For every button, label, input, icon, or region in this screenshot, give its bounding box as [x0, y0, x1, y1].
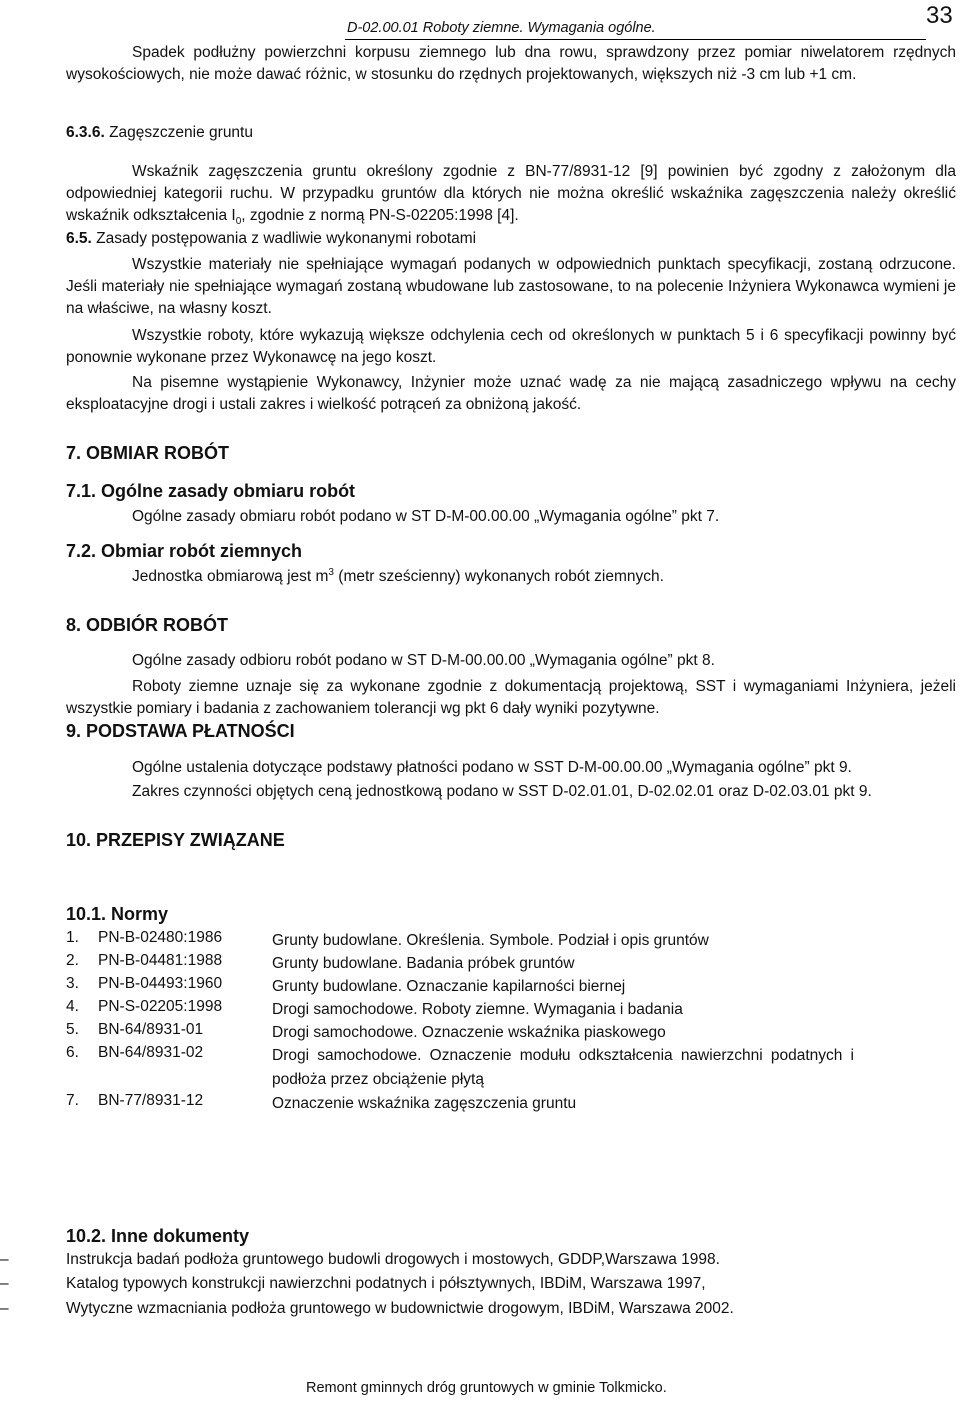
heading-71: 7.1. Ogólne zasady obmiaru robót [66, 481, 356, 501]
paragraph-8-1: Ogólne zasady odbioru robót podano w ST D-M-00.00.00 „Wymagania ogólne” pkt 8. [132, 652, 715, 669]
p72-text: Jednostka obmiarową jest m [132, 568, 329, 586]
heading-7: 7. OBMIAR ROBÓT [66, 443, 230, 463]
wskaznik-sentence-2-end: , zgodnie z normą PN-S-02205:1998 [4]. [241, 207, 519, 224]
norm-title: Drogi samochodowe. Roboty ziemne. Wymagania i badania [272, 1001, 683, 1018]
section-65-heading [66, 230, 476, 248]
norm-number: 5. [66, 1021, 79, 1038]
doc-title: Wytyczne wzmacniania podłoża gruntowego w budownictwie drogowym, IBDiM, Warszawa 2002. [66, 1300, 734, 1317]
running-header: D-02.00.01 Roboty ziemne. Wymagania ogólne. [347, 20, 656, 36]
heading-8: 8. ODBIÓR ROBÓT [66, 615, 229, 635]
norm-number: 3. [66, 975, 79, 992]
paragraph-65-1: Wszystkie materiały nie spełniające wymagań podanych w odpowiednich punktach specyfikacji, zostaną odrzucone. Jeśli materiały nie spełniające wymagań zostaną wbudowane lub zastosowane, to na polecenie Inżyniera Wykonawca wymieni je na właściwe, na własny koszt. [66, 256, 956, 317]
norm-code: PN-B-04493:1960 [98, 975, 223, 992]
paragraph-71: Ogólne zasady obmiaru robót podano w ST D-M-00.00.00 „Wymagania ogólne” pkt 7. [132, 508, 720, 525]
norm-number: 7. [66, 1092, 79, 1109]
section-65-title: Zasady postępowania z wadliwie wykonanymi robotami [96, 230, 477, 247]
norm-title: Drogi samochodowe. Oznaczenie wskaźnika piaskowego [272, 1024, 666, 1041]
norm-code: BN-64/8931-02 [98, 1044, 204, 1061]
wskaznik-subscript: 0 [235, 216, 242, 228]
norm-code: PN-B-04481:1988 [98, 952, 223, 969]
norm-number: 1. [66, 929, 79, 946]
paragraph-wskaznik [66, 161, 956, 233]
norm-number: 2. [66, 952, 79, 969]
section-65-number: 6.5. [66, 230, 92, 247]
paragraph-9-1: Ogólne ustalenia dotyczące podstawy płatności podano w SST D-M-00.00.00 „Wymagania ogólne” pkt 9. [132, 759, 852, 776]
page-footer: Remont gminnych dróg gruntowych w gminie Tolkmicko. [306, 1380, 667, 1396]
heading-101: 10.1. Normy [66, 904, 169, 924]
header-rule [345, 39, 926, 40]
norm-code: PN-S-02205:1998 [98, 998, 223, 1015]
norm-title: Grunty budowlane. Oznaczanie kapilarności biernej [272, 978, 626, 995]
dash-bullet: – [0, 1251, 9, 1268]
wskaznik-sentence-2: W przypadku gruntów dla których nie można określić wskaźnika zagęszczenia należy określić wskaźnik odkształcenia I [66, 185, 956, 224]
heading-10: 10. PRZEPISY ZWIĄZANE [66, 830, 285, 850]
section-636-heading [66, 124, 253, 142]
dash-bullet: – [0, 1275, 9, 1292]
page-number: 33 [926, 2, 953, 29]
paragraph-spadek: Spadek podłużny powierzchni korpusu ziemnego lub dna rowu, sprawdzony przez pomiar niwelatorem rzędnych wysokościowych, nie może dawać różnic, w stosunku do rzędnych projektowanych, większych niż -3 cm lub +1 cm. [66, 44, 956, 83]
heading-9: 9. PODSTAWA PŁATNOŚCI [66, 721, 295, 741]
paragraph-72 [132, 567, 664, 586]
heading-102: 10.2. Inne dokumenty [66, 1226, 250, 1246]
norm-title: Grunty budowlane. Badania próbek gruntów [272, 955, 575, 972]
dash-bullet: – [0, 1300, 9, 1317]
paragraph-65-2: Wszystkie roboty, które wykazują większe odchylenia cech od określonych w punktach 5 i 6 specyfikacji powinny być ponownie wykonane przez Wykonawcę na jego koszt. [66, 327, 956, 366]
doc-title: Instrukcja badań podłoża gruntowego budowli drogowych i mostowych, GDDP,Warszawa 1998. [66, 1251, 720, 1268]
p72-text-end: (metr sześcienny) wykonanych robót ziemnych. [333, 568, 664, 586]
norm-title: Drogi samochodowe. Oznaczenie modułu odkształcenia nawierzchni podatnych i podłoża przez obciążenie płytą [272, 1047, 854, 1088]
p72-superscript: 3 [328, 567, 334, 578]
paragraph-65-3: Na pisemne wystąpienie Wykonawcy, Inżynier może uznać wadę za nie mającą zasadniczego wpływu na cechy eksploatacyjne drogi i ustali zakres i wielkość potrąceń za obniżoną jakość. [66, 374, 956, 413]
norm-code: PN-B-02480:1986 [98, 929, 223, 946]
wskaznik-sentence-1: Wskaźnik zagęszczenia gruntu określony zgodnie z BN-77/8931-12 [9] powinien być zgodny z założonym dla odpowiedniej kategorii ruchu. [66, 163, 956, 202]
norm-code: BN-77/8931-12 [98, 1092, 204, 1109]
norm-number: 6. [66, 1044, 79, 1061]
norm-number: 4. [66, 998, 79, 1015]
doc-title: Katalog typowych konstrukcji nawierzchni podatnych i półsztywnych, IBDiM, Warszawa 1997, [66, 1275, 706, 1292]
paragraph-8-2: Roboty ziemne uznaje się za wykonane zgodnie z dokumentacją projektową, SST i wymaganiami Inżyniera, jeżeli wszystkie pomiary i badania z zachowaniem tolerancji wg pkt 6 dały wyniki pozytywne. [66, 678, 956, 717]
section-636-number: 6.3.6. [66, 124, 105, 141]
section-636-title: Zagęszczenie gruntu [109, 124, 253, 141]
paragraph-9-2: Zakres czynności objętych ceną jednostkową podano w SST D-02.01.01, D-02.02.01 oraz D-02.03.01 pkt 9. [132, 783, 872, 800]
norm-title: Grunty budowlane. Określenia. Symbole. Podział i opis gruntów [272, 932, 709, 949]
norm-code: BN-64/8931-01 [98, 1021, 204, 1038]
heading-72: 7.2. Obmiar robót ziemnych [66, 541, 303, 561]
norm-title: Oznaczenie wskaźnika zagęszczenia gruntu [272, 1095, 577, 1112]
